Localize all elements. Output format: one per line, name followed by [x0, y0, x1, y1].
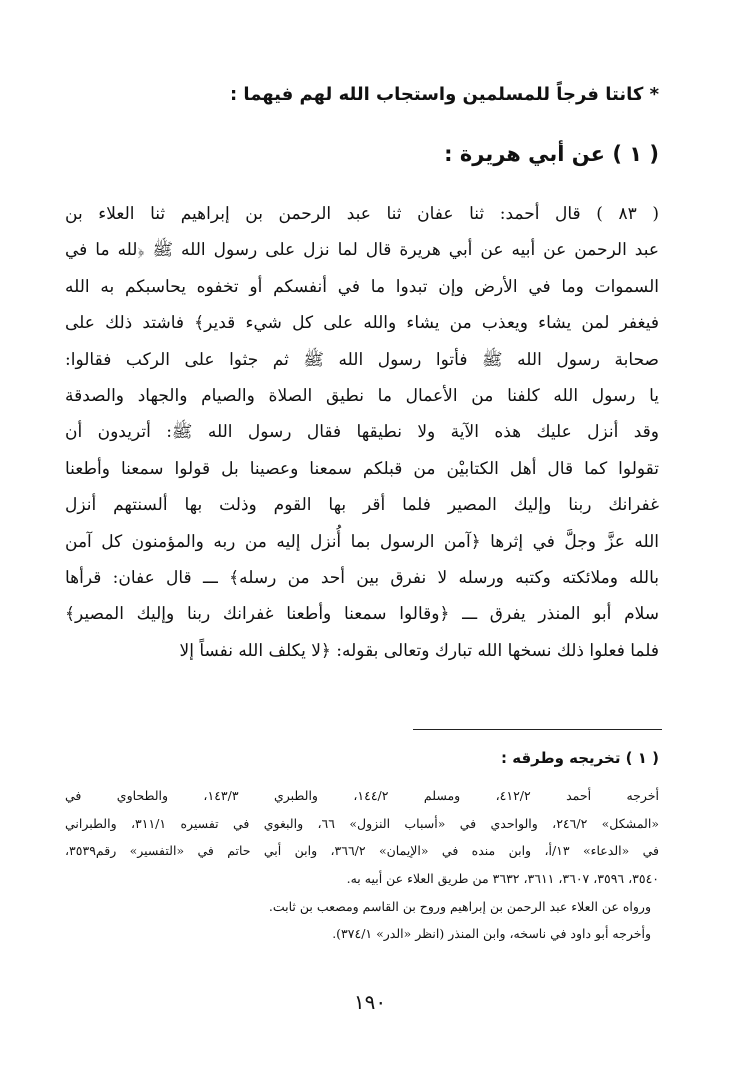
footnote-line: في «الدعاء» ١٣/أ، وابن منده في «الإيمان» ٣٦٦/٢، وابن أبي حاتم في «التفسير» رقم٣٥٣٩، — [65, 843, 659, 859]
footnote-line: أخرجه أحمد ٤١٢/٢، ومسلم ١٤٤/٢، والطبري ١٤٣/٣، والطحاوي في — [65, 788, 659, 803]
body-line: ( ٨٣ ) قال أحمد: ثنا عفان ثنا عبد الرحمن بن إبراهيم ثنا العلاء بن — [65, 204, 659, 224]
hadith-body — [65, 196, 659, 669]
footnote-line: «المشكل» ٢٤٦/٢، والواحدي في «أسباب النزول» ٦٦، والبغوي في تفسيره ٣١١/١، والطبراني — [65, 815, 659, 831]
body-line: وقد أنزل عليك هذه الآية ولا نطيقها فقال رسول الله ﷺ: أتريدون أن — [65, 422, 659, 443]
body-line: غفرانك ربنا وإليك المصير فلما أقر بها القوم وذلت بها ألسنتهم أنزل — [65, 495, 659, 516]
body-line: يا رسول الله كلفنا من الأعمال ما نطيق الصلاة والصيام والجهاد والصدقة — [65, 385, 659, 406]
body-line: فيغفر لمن يشاء ويعذب من يشاء والله على كل شيء قدير﴾ فاشتد ذلك على — [65, 313, 659, 334]
body-line: الله عزَّ وجلَّ في إثرها ﴿آمن الرسول بما أُنزل إليه من ربه والمؤمنون كل آمن — [65, 531, 659, 552]
footnote-divider — [413, 729, 662, 730]
body-line: السموات وما في الأرض وإن تبدوا ما في أنفسكم أو تخفوه يحاسبكم به الله — [65, 276, 659, 297]
footnote-line: ورواه عن العلاء عبد الرحمن بن إبراهيم وروح بن القاسم ومصعب بن ثابت. — [268, 898, 651, 914]
chapter-heading: * كانتا فرجاً للمسلمين واستجاب الله لهم فيهما : — [229, 84, 659, 105]
body-line: بالله وملائكته وكتبه ورسله لا نفرق بين أحد من رسله﴾ ـــ قال عفان: قرأها — [65, 567, 659, 588]
section-title: ( ١ ) عن أبي هريرة : — [444, 142, 659, 166]
body-line: سلام أبو المنذر يفرق ـــ ﴿وقالوا سمعنا وأطعنا غفرانك ربنا وإليك المصير﴾ — [65, 604, 659, 625]
body-line: صحابة رسول الله ﷺ فأتوا رسول الله ﷺ ثم جثوا على الركب فقالوا: — [65, 349, 659, 370]
page-number: ١٩٠ — [353, 990, 387, 1014]
footnote-line: وأخرجه أبو داود في ناسخه، وابن المنذر (انظر «الدر» ٣٧٤/١). — [332, 926, 651, 942]
footnote-title: ( ١ ) تخريجه وطرقه : — [501, 749, 659, 767]
footnote-body — [65, 782, 659, 948]
footnote-line: ٣٥٤٠، ٣٥٩٦، ٣٦٠٧، ٣٦١١، ٣٦٣٢ من طريق العلاء عن أبيه به. — [346, 871, 659, 887]
body-line: فلما فعلوا ذلك نسخها الله تبارك وتعالى بقوله: ﴿لا يكلف الله نفساً إلا — [179, 640, 659, 661]
body-line: تقولوا كما قال أهل الكتابيْن من قبلكم سمعنا وعصينا بل قولوا سمعنا وأطعنا — [65, 458, 659, 479]
body-line: عبد الرحمن عن أبيه عن أبي هريرة قال لما نزل على رسول الله ﷺ ﴿لله ما في — [65, 240, 659, 261]
